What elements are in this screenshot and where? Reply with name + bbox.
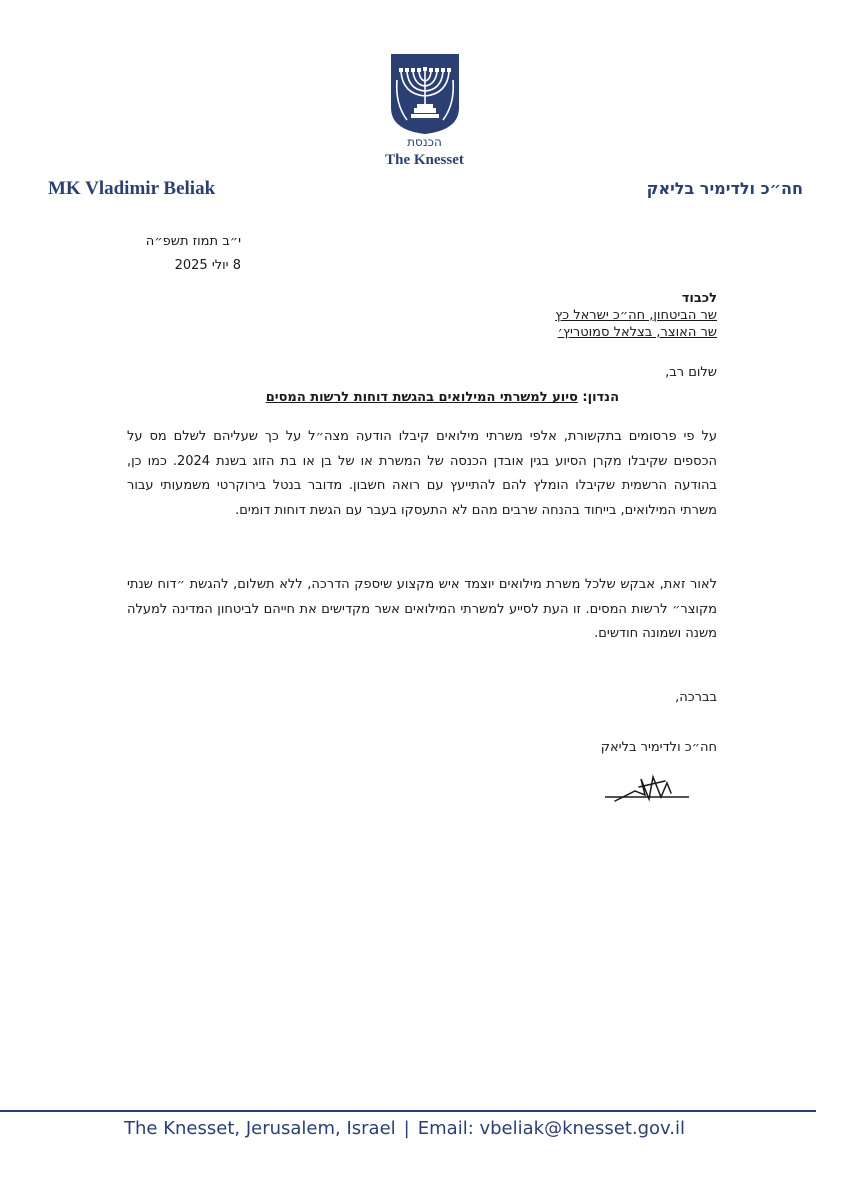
letter-date bbox=[146, 230, 241, 278]
greeting: שלום רב, bbox=[665, 365, 717, 380]
footer-address: The Knesset, Jerusalem, Israel bbox=[124, 1118, 396, 1139]
subject-text: סיוע למשרתי המילואים בהגשת דוחות לרשות המסים bbox=[265, 390, 578, 405]
footer bbox=[124, 1118, 685, 1139]
mk-name-english: MK Vladimir Beliak bbox=[48, 178, 216, 199]
date-hebrew: י״ב תמוז תשפ״ה bbox=[145, 234, 241, 249]
date-gregorian: 8 יולי 2025 bbox=[174, 258, 241, 273]
recipient-line: שר האוצר, בצלאל סמוטריץ׳ bbox=[557, 325, 717, 340]
footer-email: Email: vbeliak@knesset.gov.il bbox=[417, 1118, 686, 1139]
knesset-emblem bbox=[387, 50, 463, 136]
mk-name-hebrew: חה״כ ולדימיר בליאק bbox=[646, 179, 803, 198]
closing: בברכה, bbox=[675, 690, 717, 705]
footer-separator: | bbox=[403, 1118, 410, 1139]
body-paragraph-2: לאור זאת, אבקש שלכל משרת מילואים יוצמד איש מקצוע שיספק הדרכה, ללא תשלום, להגשת ״דוח שנתי מקוצר״ לרשות המסים. זו העת לסייע למשרתי המילואים אשר מקדישים את חייהם לביטחון המדינה למעלה משנה ושמונה חודשים. bbox=[127, 577, 717, 641]
signer-name: חה״כ ולדימיר בליאק bbox=[600, 740, 717, 755]
footer-divider bbox=[0, 1110, 816, 1112]
signature-icon bbox=[605, 773, 689, 805]
emblem-caption-english: The Knesset bbox=[385, 152, 464, 168]
recipient-line: שר הביטחון, חה״כ ישראל כץ bbox=[555, 308, 717, 323]
subject-label: הנדון: bbox=[582, 390, 619, 405]
emblem-caption-hebrew: הכנסת bbox=[407, 135, 442, 149]
subject-line bbox=[266, 390, 619, 405]
salutation: לכבוד bbox=[681, 291, 717, 306]
recipients-block bbox=[555, 290, 717, 341]
body-paragraph-1: על פי פרסומים בתקשורת, אלפי משרתי מילואים קיבלו הודעה מצה״ל על כך שעליהם לשלם מס על הכספים שקיבלו מקרן הסיוע בגין אובדן הכנסה של המשרת או של בן או בת הזוג בשנת 2024. כמו כן, בהודעה הרשמית שקיבלו הומלץ להם להתייעץ עם רואה חשבון. מדובר בנטל בירוקרטי משמעותי עבור משרתי המילואים, בייחוד בהנחה שרבים מהם לא התעסקו בעבר עם הגשת דוחות דומים. bbox=[127, 429, 717, 518]
